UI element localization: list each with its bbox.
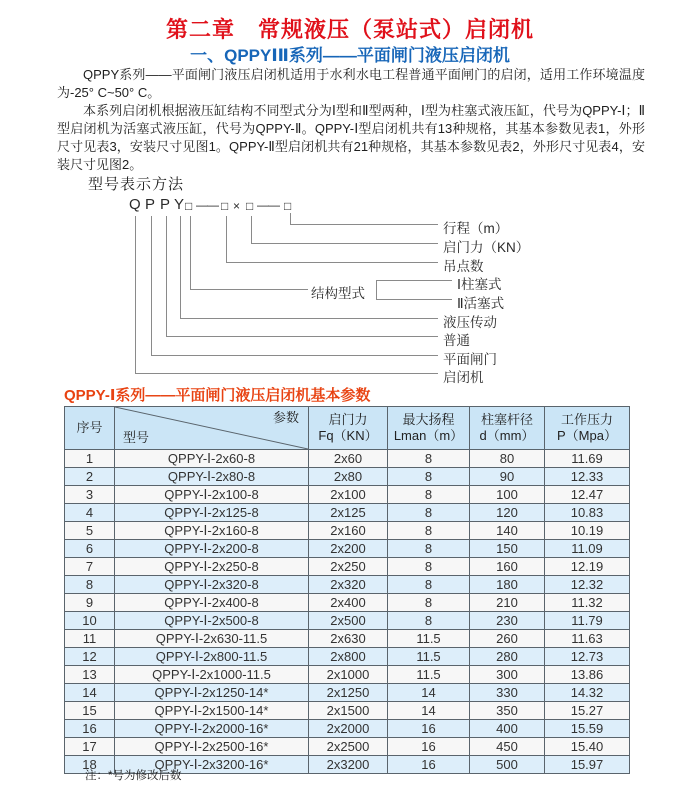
max-lift-cell: 8 — [388, 468, 470, 486]
max-lift-cell: 14 — [388, 702, 470, 720]
working-pressure-cell: 14.32 — [545, 684, 630, 702]
diagram-line — [290, 224, 438, 225]
label-ordinary: 普通 — [443, 333, 470, 348]
opening-force-cell: 2x500 — [309, 612, 388, 630]
table-row — [65, 576, 630, 594]
max-lift-cell: 11.5 — [388, 630, 470, 648]
diagram-line — [151, 355, 438, 356]
row-no: 8 — [65, 576, 115, 594]
max-lift-cell: 8 — [388, 504, 470, 522]
row-no: 18 — [65, 756, 115, 774]
max-lift-cell: 8 — [388, 576, 470, 594]
max-lift-cell: 14 — [388, 684, 470, 702]
rod-diameter-cell: 210 — [470, 594, 545, 612]
rod-diameter-cell: 280 — [470, 648, 545, 666]
row-no: 6 — [65, 540, 115, 558]
rod-diameter-cell: 300 — [470, 666, 545, 684]
opening-force-cell: 2x160 — [309, 522, 388, 540]
working-pressure-cell: 12.47 — [545, 486, 630, 504]
col-header-rod-diameter — [470, 407, 545, 450]
col-header-line: Fq（KN） — [318, 428, 378, 443]
model-cell: QPPY-Ⅰ-2x1500-14* — [115, 702, 309, 720]
rod-diameter-cell: 450 — [470, 738, 545, 756]
footnote: 注：*号为修改后数 — [85, 770, 182, 782]
max-lift-cell: 8 — [388, 450, 470, 468]
col-header-working-pressure — [545, 407, 630, 450]
col-header-line: 柱塞杆径 — [480, 412, 533, 427]
opening-force-cell: 2x3200 — [309, 756, 388, 774]
max-lift-cell: 16 — [388, 756, 470, 774]
model-cell: QPPY-Ⅰ-2x800-11.5 — [115, 648, 309, 666]
opening-force-cell: 2x60 — [309, 450, 388, 468]
row-no: 16 — [65, 720, 115, 738]
working-pressure-cell: 11.63 — [545, 630, 630, 648]
row-no: 3 — [65, 486, 115, 504]
table-row — [65, 504, 630, 522]
col-header-no: 序号 — [65, 407, 115, 450]
max-lift-cell: 11.5 — [388, 666, 470, 684]
code-char-p2: P — [160, 196, 171, 213]
table-body — [65, 450, 630, 774]
max-lift-cell: 8 — [388, 612, 470, 630]
col-header-line: Lman（m） — [393, 428, 464, 443]
diagram-line — [226, 262, 438, 263]
diagram-line — [251, 243, 438, 244]
rod-diameter-cell: 100 — [470, 486, 545, 504]
rod-diameter-cell: 500 — [470, 756, 545, 774]
rod-diameter-cell: 160 — [470, 558, 545, 576]
max-lift-cell: 8 — [388, 558, 470, 576]
model-cell: QPPY-Ⅰ-2x80-8 — [115, 468, 309, 486]
rod-diameter-cell: 400 — [470, 720, 545, 738]
table-row — [65, 738, 630, 756]
max-lift-cell: 16 — [388, 738, 470, 756]
label-hydraulic-drive: 液压传动 — [443, 315, 497, 330]
row-no: 13 — [65, 666, 115, 684]
max-lift-cell: 8 — [388, 594, 470, 612]
model-cell: QPPY-Ⅰ-2x200-8 — [115, 540, 309, 558]
diagram-bracket-line — [376, 280, 452, 281]
label-plane-gate: 平面闸门 — [443, 352, 497, 367]
diagram-bracket-line — [376, 299, 452, 300]
opening-force-cell: 2x80 — [309, 468, 388, 486]
code-box-1: □ — [185, 199, 193, 213]
table-row — [65, 540, 630, 558]
row-no: 10 — [65, 612, 115, 630]
diagram-line — [135, 373, 438, 374]
working-pressure-cell: 11.32 — [545, 594, 630, 612]
col-header-line: 工作压力 — [560, 412, 613, 427]
diagram-line — [290, 213, 291, 224]
corner-label-param: 参数 — [272, 410, 299, 425]
working-pressure-cell: 12.33 — [545, 468, 630, 486]
intro-text — [57, 66, 645, 174]
working-pressure-cell: 15.59 — [545, 720, 630, 738]
rod-diameter-cell: 260 — [470, 630, 545, 648]
working-pressure-cell: 15.97 — [545, 756, 630, 774]
working-pressure-cell: 11.09 — [545, 540, 630, 558]
code-dash-2: —— — [257, 198, 279, 212]
col-header-line: 启门力 — [328, 412, 368, 427]
model-cell: QPPY-Ⅰ-2x1000-11.5 — [115, 666, 309, 684]
model-cell: QPPY-Ⅰ-2x400-8 — [115, 594, 309, 612]
code-char-q: Q — [129, 196, 141, 213]
table-row — [65, 684, 630, 702]
code-char-y: Y — [174, 196, 185, 213]
row-no: 4 — [65, 504, 115, 522]
table-row — [65, 594, 630, 612]
code-char-p1: P — [145, 196, 156, 213]
col-header-model-param — [115, 407, 309, 450]
opening-force-cell: 2x2500 — [309, 738, 388, 756]
table-row — [65, 450, 630, 468]
diagram-line — [180, 318, 438, 319]
label-opening-force: 启门力（KN） — [443, 240, 530, 255]
col-header-line: P（Mpa） — [557, 428, 617, 443]
opening-force-cell: 2x1500 — [309, 702, 388, 720]
max-lift-cell: 16 — [388, 720, 470, 738]
diagram-line — [190, 289, 308, 290]
opening-force-cell: 2x100 — [309, 486, 388, 504]
diagram-bracket-line — [376, 280, 377, 299]
working-pressure-cell: 12.19 — [545, 558, 630, 576]
opening-force-cell: 2x630 — [309, 630, 388, 648]
model-cell: QPPY-Ⅰ-2x250-8 — [115, 558, 309, 576]
model-cell: QPPY-Ⅰ-2x60-8 — [115, 450, 309, 468]
code-dash-1: —— — [196, 198, 218, 212]
opening-force-cell: 2x1000 — [309, 666, 388, 684]
model-cell: QPPY-Ⅰ-2x500-8 — [115, 612, 309, 630]
row-no: 11 — [65, 630, 115, 648]
row-no: 2 — [65, 468, 115, 486]
diagram-line — [251, 216, 252, 243]
table-header-row — [65, 407, 630, 450]
row-no: 7 — [65, 558, 115, 576]
model-cell: QPPY-Ⅰ-2x1250-14* — [115, 684, 309, 702]
model-cell: QPPY-Ⅰ-2x630-11.5 — [115, 630, 309, 648]
model-cell: QPPY-Ⅰ-2x125-8 — [115, 504, 309, 522]
working-pressure-cell: 12.73 — [545, 648, 630, 666]
working-pressure-cell: 10.83 — [545, 504, 630, 522]
opening-force-cell: 2x125 — [309, 504, 388, 522]
max-lift-cell: 11.5 — [388, 648, 470, 666]
code-multiply-sign: × — [233, 199, 241, 213]
model-diagram-heading: 型号表示方法 — [88, 176, 185, 193]
col-header-line: 最大扬程 — [402, 412, 455, 427]
row-no: 14 — [65, 684, 115, 702]
diagram-line — [190, 216, 191, 289]
rod-diameter-cell: 90 — [470, 468, 545, 486]
label-hoist: 启闭机 — [443, 370, 484, 385]
label-lifting-points: 吊点数 — [443, 259, 484, 274]
table-row — [65, 486, 630, 504]
rod-diameter-cell: 230 — [470, 612, 545, 630]
working-pressure-cell: 15.27 — [545, 702, 630, 720]
label-structure-type: 结构型式 — [311, 286, 365, 301]
row-no: 9 — [65, 594, 115, 612]
row-no: 17 — [65, 738, 115, 756]
row-no: 1 — [65, 450, 115, 468]
intro-paragraph-2: 本系列启闭机根据液压缸结构不同型式分为Ⅰ型和Ⅱ型两种，Ⅰ型为柱塞式液压缸，代号为QPPY-Ⅰ；Ⅱ型启闭机为活塞式液压缸，代号为QPPY-Ⅱ。QPPY-Ⅰ型启闭机共有13种规格，其基本参数见表1，外形尺寸见表3，安装尺寸见图1。QPPY-Ⅱ型启闭机共有21种规格，其基本参数见表2，外形尺寸见表4，安装尺寸见图2。 — [57, 103, 645, 172]
opening-force-cell: 2x2000 — [309, 720, 388, 738]
working-pressure-cell: 13.86 — [545, 666, 630, 684]
rod-diameter-cell: 180 — [470, 576, 545, 594]
opening-force-cell: 2x320 — [309, 576, 388, 594]
col-header-max-lift — [388, 407, 470, 450]
table-title: QPPY-Ⅰ系列——平面闸门液压启闭机基本参数 — [64, 387, 371, 404]
label-type-piston: Ⅱ活塞式 — [457, 296, 505, 311]
row-no: 12 — [65, 648, 115, 666]
diagram-line — [135, 216, 136, 373]
table-row — [65, 630, 630, 648]
rod-diameter-cell: 120 — [470, 504, 545, 522]
rod-diameter-cell: 140 — [470, 522, 545, 540]
table-row — [65, 720, 630, 738]
working-pressure-cell: 10.19 — [545, 522, 630, 540]
row-no: 15 — [65, 702, 115, 720]
table-row — [65, 666, 630, 684]
corner-label-model: 型号 — [123, 430, 150, 445]
table-row — [65, 468, 630, 486]
table-row — [65, 612, 630, 630]
page-subtitle: 一、QPPYⅠⅡ系列——平面闸门液压启闭机 — [190, 46, 510, 65]
model-cell: QPPY-Ⅰ-2x320-8 — [115, 576, 309, 594]
opening-force-cell: 2x400 — [309, 594, 388, 612]
max-lift-cell: 8 — [388, 540, 470, 558]
working-pressure-cell: 11.69 — [545, 450, 630, 468]
opening-force-cell: 2x800 — [309, 648, 388, 666]
row-no: 5 — [65, 522, 115, 540]
opening-force-cell: 2x250 — [309, 558, 388, 576]
model-cell: QPPY-Ⅰ-2x2000-16* — [115, 720, 309, 738]
code-box-4: □ — [284, 199, 292, 213]
rod-diameter-cell: 150 — [470, 540, 545, 558]
working-pressure-cell: 12.32 — [545, 576, 630, 594]
working-pressure-cell: 11.79 — [545, 612, 630, 630]
max-lift-cell: 8 — [388, 522, 470, 540]
label-stroke: 行程（m） — [443, 221, 509, 236]
max-lift-cell: 8 — [388, 486, 470, 504]
page-title: 第二章 常规液压（泵站式）启闭机 — [165, 17, 534, 42]
model-cell: QPPY-Ⅰ-2x3200-16* — [115, 756, 309, 774]
rod-diameter-cell: 80 — [470, 450, 545, 468]
table-row — [65, 522, 630, 540]
rod-diameter-cell: 350 — [470, 702, 545, 720]
rod-diameter-cell: 330 — [470, 684, 545, 702]
opening-force-cell: 2x1250 — [309, 684, 388, 702]
code-box-3: □ — [246, 199, 254, 213]
table-row — [65, 702, 630, 720]
label-type-plunger: Ⅰ柱塞式 — [457, 277, 502, 292]
model-cell: QPPY-Ⅰ-2x160-8 — [115, 522, 309, 540]
diagram-line — [180, 216, 181, 318]
working-pressure-cell: 15.40 — [545, 738, 630, 756]
parameters-table — [64, 406, 630, 774]
model-cell: QPPY-Ⅰ-2x100-8 — [115, 486, 309, 504]
col-header-opening-force — [309, 407, 388, 450]
model-cell: QPPY-Ⅰ-2x2500-16* — [115, 738, 309, 756]
intro-paragraph-1: QPPY系列——平面闸门液压启闭机适用于水利水电工程普通平面闸门的启闭，适用工作环境温度为-25° C~50° C。 — [57, 67, 645, 100]
diagram-line — [166, 336, 438, 337]
opening-force-cell: 2x200 — [309, 540, 388, 558]
diagram-line — [151, 216, 152, 355]
table-row — [65, 558, 630, 576]
code-box-2: □ — [221, 199, 229, 213]
diagram-line — [226, 216, 227, 262]
table-row — [65, 648, 630, 666]
col-header-line: d（mm） — [479, 428, 535, 443]
diagram-line — [166, 216, 167, 336]
